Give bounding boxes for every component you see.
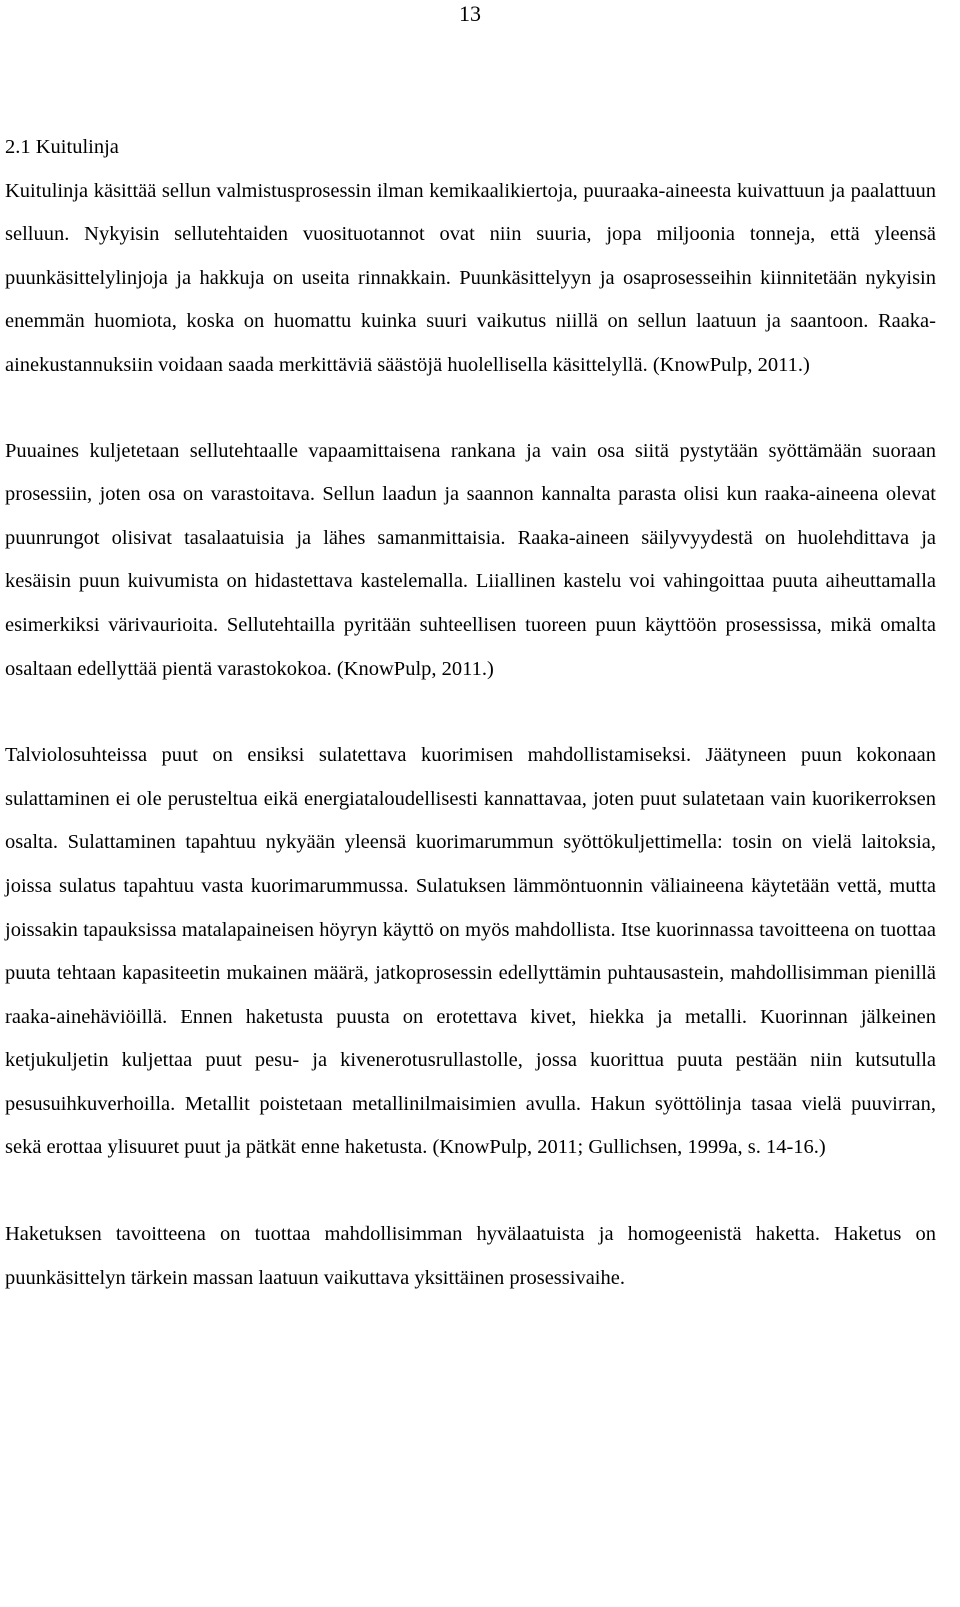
paragraph-4: Haketuksen tavoitteena on tuottaa mahdollisimman hyvälaatuista ja homogeenistä haketta. Haketus on puunkäsittelyn tärkein massan laatuun vaikuttava yksittäinen prosessivaihe.	[5, 1223, 936, 1289]
paragraph-2: Puuaines kuljetetaan sellutehtaalle vapaamittaisena rankana ja vain osa siitä pystytään syöttämään suoraan prosessiin, joten osa on varastoitava. Sellun laadun ja saannon kannalta parasta olisi kun raaka-aineena olevat puunrungot olisivat tasalaatuisia ja lähes samanmittaisia. Raaka-aineen säilyvyydestä on huolehdittava ja kesäisin puun kuivumista on hidastettava kastelemalla. Liiallinen kastelu voi vahingoittaa puuta aiheuttamalla esimerkiksi värivaurioita. Sellutehtailla pyritään suhteellisen tuoreen puun käyttöön prosessissa, mikä omalta osaltaan edellyttää pientä varastokokoa. (KnowPulp, 2011.)	[5, 439, 936, 680]
page-number: 13	[459, 1, 481, 26]
section-heading: 2.1 Kuitulinja	[5, 136, 119, 158]
paragraph-spacer	[5, 1170, 936, 1213]
paragraph-spacer	[5, 691, 936, 734]
paragraph-3: Talviolosuhteissa puut on ensiksi sulatettava kuorimisen mahdollistamiseksi. Jäätyneen puun kokonaan sulattaminen ei ole perusteltua eikä energiataloudellisesti kannattavaa, joten puut sulatetaan vain kuorikerroksen osalta. Sulattaminen tapahtuu nykyään yleensä kuorimarummun syöttökuljettimella: tosin on vielä laitoksia, joissa sulatus tapahtuu vasta kuorimarummussa. Sulatuksen lämmöntuonnin väliaineena käytetään vettä, mutta joissakin tapauksissa matalapaineisen höyryn käyttö on myös mahdollista. Itse kuorinnassa tavoitteena on tuottaa puuta tehtaan kapasiteetin mukainen määrä, jatkoprosessin edellyttämin puhtausastein, mahdollisimman pienillä raaka-ainehäviöillä. Ennen haketusta puusta on erotettava kivet, hiekka ja metalli. Kuorinnan jälkeinen ketjukuljetin kuljettaa puut pesu- ja kivenerotusrullastolle, jossa kuorittua puuta pestään niin kutsutulla pesusuihkuverhoilla. Metallit poistetaan metallinilmaisimien avulla. Hakun syöttölinja tasaa vielä puuvirran, sekä erottaa ylisuuret puut ja pätkät enne haketusta. (KnowPulp, 2011; Gullichsen, 1999a, s. 14-16.)	[5, 744, 936, 1159]
paragraph-spacer	[5, 388, 936, 430]
document-body	[5, 126, 936, 1300]
paragraph-1: Kuitulinja käsittää sellun valmistusprosessin ilman kemikaalikiertoja, puuraaka-aineesta kuivattuun ja paalattuun selluun. Nykyisin sellutehtaiden vuosituotannot ovat niin suuria, jopa miljoonia tonneja, että yleensä puunkäsittelylinjoja ja hakkuja on useita rinnakkain. Puunkäsittelyyn ja osaprosesseihin kiinnitetään nykyisin enemmän huomiota, koska on huomattu kuinka suuri vaikutus niillä on sellun laatuun ja saantoon. Raaka-ainekustannuksiin voidaan saada merkittäviä säästöjä huolellisella käsittelyllä. (KnowPulp, 2011.)	[5, 179, 936, 376]
